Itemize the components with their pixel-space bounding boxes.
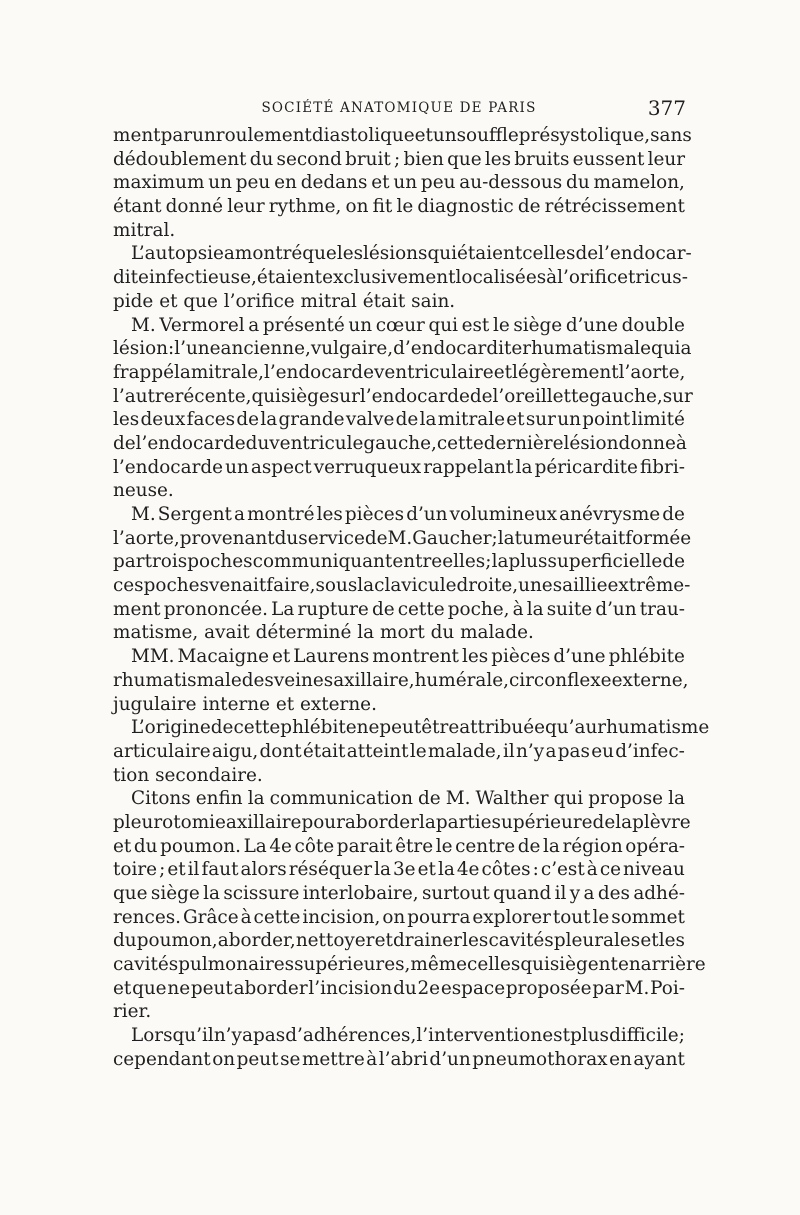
running-title: SOCIÉTÉ ANATOMIQUE DE PARIS: [261, 100, 537, 116]
text-line: dite infectieuse, étaient exclusivement localisées à l’orifice tricus-: [113, 267, 688, 289]
text-line: L’autopsie a montré que les lésions qui étaient celles de l’endocar-: [131, 243, 692, 265]
text-line: pleurotomie axillaire pour aborder la partie supérieure de la plèvre: [113, 811, 691, 833]
page-number: 377: [647, 96, 686, 120]
text-line: ment par un roulement diastolique et un souffle présystolique, sans: [113, 125, 692, 146]
text-line: l’aorte, provenant du service de M. Gaucher ; la tumeur était formée: [113, 527, 692, 549]
text-line: Citons enfin la communication de M. Walther qui propose la: [131, 788, 685, 810]
text-line: les deux faces de la grande valve de la mitrale et sur un point limité: [113, 409, 685, 431]
text-line: articulaire aigu, dont était atteint le malade, il n’y a pas eu d’infec-: [113, 740, 685, 762]
text-line: MM. Macaigne et Laurens montrent les pièces d’une phlébite: [131, 646, 685, 668]
text-line: cependant on peut se mettre à l’abri d’un pneumothorax en ayant: [113, 1048, 685, 1070]
page-header: [112, 96, 686, 122]
text-line: cavités pulmonaires supérieures, même celles qui siègent en arrière: [113, 954, 706, 976]
text-line: pide et que l’orifice mitral était sain.: [113, 290, 456, 312]
text-line: L’origine de cette phlébite ne peut être attribuée qu’au rhumatisme: [131, 717, 710, 739]
text-line: rences. Grâce à cette incision, on pourra explorer tout le sommet: [113, 906, 685, 928]
text-line: lésion : l’une ancienne, vulgaire, d’endocardite rhumatismale qui a: [113, 338, 692, 360]
text-line: du poumon, aborder, nettoyer et drainer les cavités pleurales et les: [113, 930, 685, 952]
text-line: étant donné leur rythme, on fit le diagnostic de rétrécissement: [113, 196, 685, 218]
text-line: Lorsqu’il n’y a pas d’adhérences, l’intervention est plus difficile ;: [131, 1025, 685, 1047]
text-line: neuse.: [113, 480, 174, 502]
text-line: frappé la mitrale, l’endocarde ventriculaire et légèrement l’aorte,: [113, 361, 686, 383]
text-line: ment prononcée. La rupture de cette poche, à la suite d’un trau-: [113, 598, 685, 620]
text-line: et du poumon. La 4e côte parait être le centre de la région opéra-: [113, 835, 685, 857]
text-line: rier.: [113, 1001, 152, 1023]
text-line: l’autre récente, qui siège sur l’endocarde de l’oreillette gauche, sur: [113, 385, 693, 407]
text-line: maximum un peu en dedans et un peu au-dessous du mamelon,: [113, 172, 685, 194]
text-line: par trois poches communiquant entre elles ; la plus superficielle de: [113, 551, 685, 573]
text-line: M. Sergent a montré les pièces d’un volumineux anévrysme de: [131, 504, 685, 525]
text-line: que siège la scissure interlobaire, surtout quand il y a des adhé-: [113, 883, 685, 904]
text-line: dédoublement du second bruit ; bien que les bruits eussent leur: [113, 148, 685, 170]
text-line: rhumatismale des veines axillaire, humérale, circonflexe externe,: [113, 669, 689, 691]
text-line: de l’endocarde du ventricule gauche, cette dernière lésion donne à: [113, 432, 687, 454]
text-line: tion secondaire.: [113, 764, 263, 786]
text-line: toire ; et il faut alors réséquer la 3e et la 4e côtes : c’est à ce niveau: [113, 859, 685, 881]
text-line: matisme, avait déterminé la mort du malade.: [113, 622, 534, 644]
text-line: jugulaire interne et externe.: [113, 693, 377, 715]
text-line: et que ne peut aborder l’incision du 2e espace proposée par M. Poi-: [113, 977, 685, 999]
text-line: mitral.: [113, 219, 176, 241]
text-line: M. Vermorel a présenté un cœur qui est le siège d’une double: [131, 314, 685, 336]
text-line: ces poches venait faire, sous la clavicule droite, une saillie extrême-: [113, 575, 691, 597]
text-line: l’endocarde un aspect verruqueux rappelant la péricardite fibri-: [113, 456, 685, 478]
body-text: [113, 124, 710, 1072]
